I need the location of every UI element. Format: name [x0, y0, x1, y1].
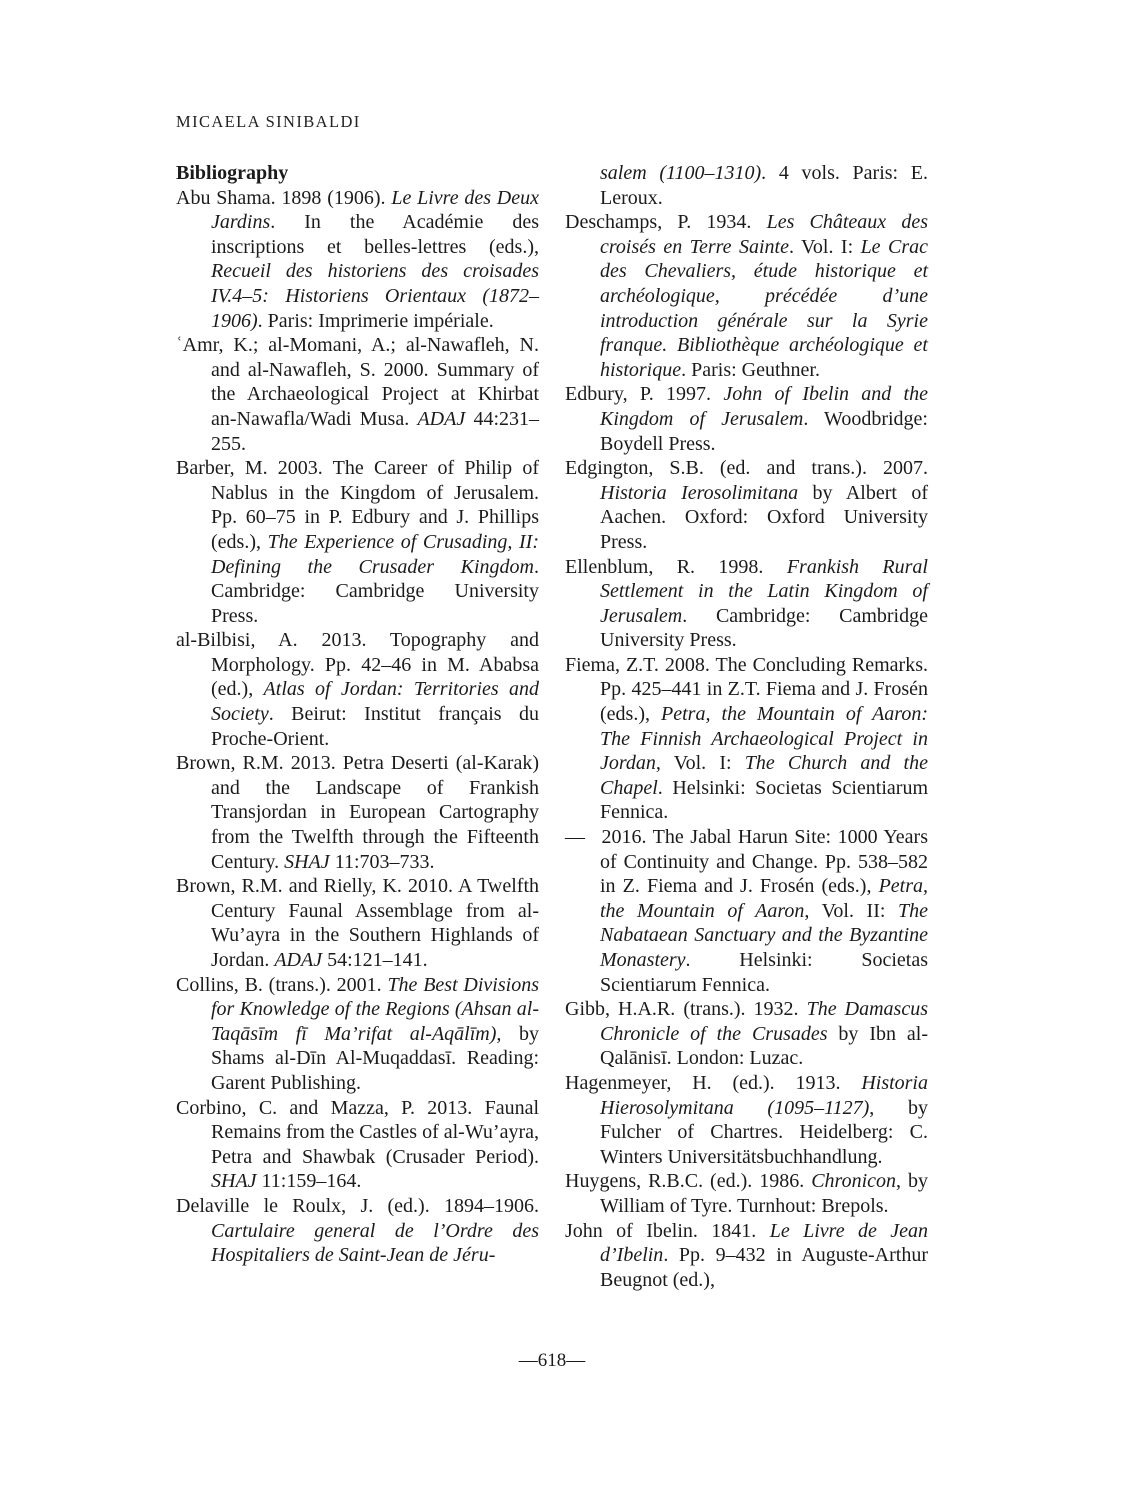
text-segment: Collins, B. (trans.). 2001.	[176, 973, 388, 996]
text-segment: Deschamps, P. 1934.	[565, 211, 767, 234]
italic-title-segment: Les Châteaux des croisés en Terre Sainte	[600, 211, 929, 258]
running-head-author: MICAELA SINIBALDI	[176, 112, 361, 131]
italic-title-segment: Frankish Rural Settlement in the Latin Kingdom of Jerusalem	[600, 555, 928, 627]
text-segment: Hagenmeyer, H. (ed.). 1913.	[565, 1071, 862, 1094]
entry-gibb-1932	[565, 997, 928, 1071]
italic-title-segment: Recueil des historiens des croisades IV.4–5: Historiens Orientaux (1872–1906)	[211, 260, 539, 332]
left-column	[176, 161, 539, 1268]
entry-abu-shama-1898	[176, 186, 539, 334]
text-segment: . Paris: Geuthner.	[681, 358, 820, 381]
bibliography-section	[176, 161, 928, 1292]
text-segment: Gibb, H.A.R. (trans.). 1932.	[565, 998, 807, 1021]
text-segment: 11:159–164.	[256, 1170, 362, 1193]
text-segment: Ellenblum, R. 1998.	[565, 555, 787, 578]
italic-title-segment: Le Livre des Deux Jardins	[211, 186, 539, 234]
right-column	[565, 161, 928, 1292]
entry-john-of-ibelin-1841	[565, 1219, 928, 1293]
italic-title-segment: The Nabataean Sanctuary and the Byzantine Monastery	[600, 899, 928, 971]
text-segment: by Shams al-Dīn Al-Muqaddasī. Reading: Garent Publishing.	[211, 1022, 540, 1094]
text-segment: Abu Shama. 1898 (1906).	[176, 186, 392, 209]
left-column-entries	[176, 186, 539, 1268]
text-segment: John of Ibelin. 1841.	[565, 1219, 770, 1242]
entry-brown-2013	[176, 751, 539, 874]
text-segment: Edgington, S.B. (ed. and trans.). 2007.	[565, 457, 928, 480]
italic-title-segment: ADAJ	[417, 407, 466, 430]
text-segment: Delaville le Roulx, J. (ed.). 1894–1906.	[176, 1194, 539, 1217]
text-segment: . Cambridge: Cambridge University Press.	[600, 604, 928, 652]
entry-fiema-2008	[565, 653, 928, 825]
text-segment: . Vol. I:	[788, 235, 861, 258]
entry-edgington-2007	[565, 456, 928, 554]
text-segment: Fiema, Z.T. 2008. The Concluding Remarks. Pp. 425–441 in Z.T. Fiema and J. Frosén (eds.),	[565, 653, 928, 726]
text-segment: — 2016. The Jabal Harun Site: 1000 Years of Continuity and Change. Pp. 538–582 in Z. Fiema and J. Frosén (eds.),	[565, 826, 928, 898]
entry-delaville-le-roulx-1894	[176, 1194, 539, 1268]
italic-title-segment: The Experience of Crusading, II: Defining the Crusader Kingdom	[211, 530, 539, 578]
text-segment: . Beirut: Institut français du Proche-Orient.	[211, 703, 539, 750]
italic-title-segment: The Best Divisions for Knowledge of the Regions (Ahsan al-Taqāsīm fī Ma’rifat al-Aqālīm),	[211, 973, 539, 1045]
italic-title-segment: The Damascus Chronicle of the Crusades	[600, 998, 928, 1045]
italic-title-segment: Le Crac des Chevaliers, étude historique et archéologique, précédée d’une introduction générale sur la Syrie franque. Bibliothèque archéologique et historique	[600, 235, 928, 381]
text-segment: . Pp. 9–432 in Auguste-Arthur Beugnot (ed.),	[600, 1244, 928, 1291]
text-segment: 44:231–255.	[211, 407, 540, 455]
text-segment: by Albert of Aachen. Oxford: Oxford University Press.	[600, 481, 928, 553]
italic-title-segment: John of Ibelin and the Kingdom of Jerusalem	[600, 383, 928, 430]
text-segment: 54:121–141.	[322, 949, 428, 971]
italic-title-segment: ADAJ	[274, 949, 323, 971]
text-segment: . Helsinki: Societas Scientiarum Fennica.	[600, 949, 928, 996]
text-segment: Brown, R.M. 2013. Petra Deserti (al-Karak) and the Landscape of Frankish Transjordan in European Cartography from the Twelfth through the Fifteenth Century.	[176, 752, 539, 873]
text-segment: 11:703–733.	[329, 850, 435, 873]
entry-barber-2003	[176, 456, 539, 628]
entry-hagenmeyer-1913	[565, 1071, 928, 1169]
text-segment: , Vol. II:	[804, 899, 898, 922]
text-segment: . Cambridge: Cambridge University Press.	[211, 555, 539, 627]
entry-edbury-1997	[565, 382, 928, 456]
entry-corbino-mazza-2013	[176, 1096, 539, 1194]
text-segment: Corbino, C. and Mazza, P. 2013. Faunal Remains from the Castles of al-Wu’ayra, Petra and Shawbak (Crusader Period).	[176, 1096, 539, 1168]
italic-title-segment: Chronicon	[811, 1170, 897, 1193]
text-segment: Vol. I:	[660, 752, 745, 775]
entry-deschamps-1934	[565, 210, 928, 382]
italic-title-segment: Cartulaire general de l’Ordre des Hospitaliers de Saint-Jean de Jéru-	[211, 1219, 539, 1267]
italic-title-segment: SHAJ	[284, 850, 330, 873]
italic-title-segment: SHAJ	[211, 1170, 257, 1193]
text-segment: ʿAmr, K.; al-Momani, A.; al-Nawafleh, N. and al-Nawafleh, S. 2000. Summary of the Archaeological Project at Khirbat an-Nawafla/Wadi Musa.	[176, 334, 539, 430]
italic-title-segment: Le Livre de Jean d’Ibelin	[600, 1219, 929, 1267]
italic-title-segment: Petra, the Mountain of Aaron	[600, 875, 928, 922]
italic-title-segment: Petra, the Mountain of Aaron: The Finnish Archaeological Project in Jordan,	[600, 703, 928, 775]
entry-amr-2000	[176, 333, 539, 456]
text-segment: . In the Académie des inscriptions et belles-lettres (eds.),	[211, 211, 539, 258]
text-segment: , by William of Tyre. Turnhout: Brepols.	[600, 1170, 928, 1217]
page-number: —618—	[518, 1350, 586, 1371]
bibliography-heading: Bibliography	[176, 162, 289, 184]
text-segment: , by Fulcher of Chartres. Heidelberg: C. Winters Universitätsbuchhandlung.	[600, 1096, 928, 1168]
entry-collins-2001	[176, 973, 539, 1096]
entry-delaville-continuation	[565, 161, 928, 210]
text-segment: by Ibn al-Qalānisī. London: Luzac.	[600, 1022, 928, 1070]
text-segment: al-Bilbisi, A. 2013. Topography and Morphology. Pp. 42–46 in M. Ababsa (ed.),	[176, 629, 539, 701]
italic-title-segment: Historia Hierosolymitana (1095–1127)	[600, 1071, 928, 1119]
text-segment: . Helsinki: Societas Scientiarum Fennica.	[600, 776, 928, 824]
text-segment: . Woodbridge: Boydell Press.	[600, 407, 928, 455]
entry-ellenblum-1998	[565, 555, 928, 653]
text-segment: . 4 vols. Paris: E. Leroux.	[600, 162, 928, 209]
italic-title-segment: Atlas of Jordan: Territories and Society	[211, 678, 540, 726]
italic-title-segment: salem (1100–1310)	[600, 162, 762, 184]
entry-fiema-2016	[565, 825, 928, 997]
text-segment: Barber, M. 2003. The Career of Philip of Nablus in the Kingdom of Jerusalem. Pp. 60–75 in P. Edbury and J. Phillips (eds.),	[176, 457, 539, 553]
text-segment: . Paris: Imprimerie impériale.	[257, 309, 494, 332]
text-segment: Huygens, R.B.C. (ed.). 1986.	[565, 1170, 812, 1193]
text-segment: Edbury, P. 1997.	[565, 383, 724, 406]
entry-huygens-1986	[565, 1169, 928, 1218]
italic-title-segment: The Church and the Chapel	[600, 752, 928, 799]
italic-title-segment: Historia Ierosolimitana	[600, 481, 799, 504]
text-segment: Brown, R.M. and Rielly, K. 2010. A Twelfth Century Faunal Assemblage from al-Wu’ayra in the Southern Highlands of Jordan.	[176, 875, 539, 971]
entry-brown-rielly-2010	[176, 874, 539, 972]
entry-al-bilbisi-2013	[176, 628, 539, 751]
